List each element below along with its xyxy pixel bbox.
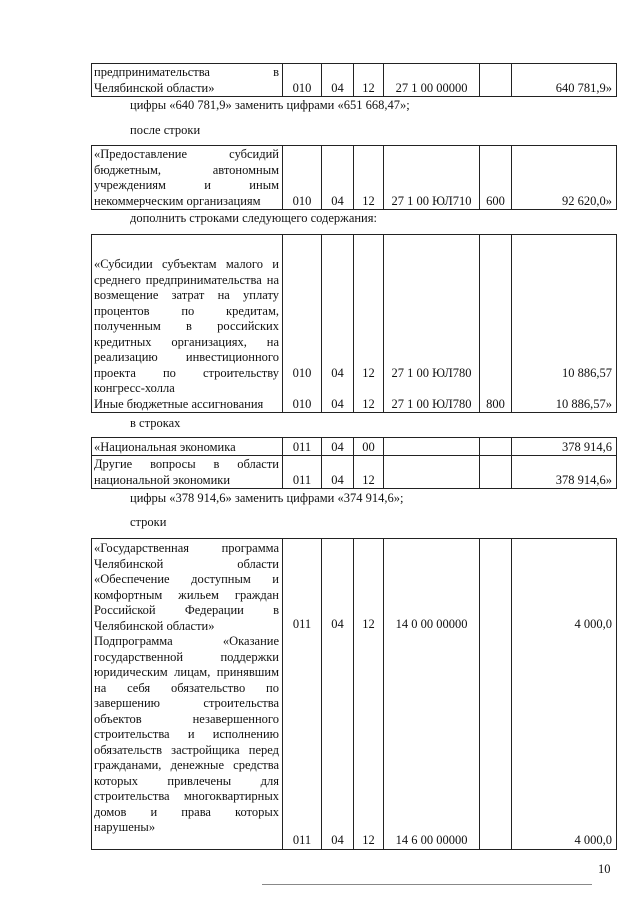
footer-divider <box>262 884 592 885</box>
table-row <box>92 438 617 456</box>
instruction-text: цифры «640 781,9» заменить цифрами «651 668,47»; <box>130 98 410 112</box>
code-cell: 010 <box>292 366 312 380</box>
instruction-text: строки <box>130 515 167 529</box>
section-cell: 04 <box>331 366 344 380</box>
subsection-cell: 12 <box>362 617 375 631</box>
expense-type-cell <box>481 617 510 632</box>
table-row <box>92 64 617 97</box>
section-cell: 04 <box>331 617 344 631</box>
amount-cell: 10 886,57 <box>562 366 612 380</box>
subsection-cell: 12 <box>362 396 375 411</box>
section-cell: 04 <box>331 396 344 411</box>
section-cell: 04 <box>331 832 344 847</box>
target-article-cell: 14 6 00 00000 <box>395 832 468 847</box>
target-article-cell: 27 1 00 ЮЛ710 <box>384 146 480 210</box>
code-cell: 011 <box>283 456 322 489</box>
expense-type-cell <box>481 833 510 848</box>
target-article-cell: 14 0 00 00000 <box>395 617 468 631</box>
code-cell: 011 <box>292 617 312 631</box>
amount-cell: 10 886,57» <box>555 396 612 411</box>
table-row <box>92 146 617 210</box>
instruction-text: цифры «378 914,6» заменить цифрами «374 914,6»; <box>130 491 404 505</box>
page-number: 10 <box>598 862 611 876</box>
table-row <box>92 539 617 850</box>
subsection-cell: 12 <box>354 146 384 210</box>
subsection-cell: 00 <box>354 438 384 456</box>
amount-cell: 92 620,0» <box>512 146 617 210</box>
row-description: «Национальная экономика <box>92 438 283 456</box>
target-article-cell <box>384 456 480 489</box>
table-4 <box>91 437 617 489</box>
instruction-text: дополнить строками следующего содержания: <box>130 211 377 225</box>
amount-cell: 378 914,6 <box>512 438 617 456</box>
instruction-text: после строки <box>130 123 201 137</box>
row-description: Подпрограмма «Оказание государственной поддержки юридическим лицам, принявшим на себя обязательство по завершению строительства объектов незавершенного строительства и исполнению обязательств застройщика перед гражданами, денежные средства которых привлечены для строительства многоквартирных домов и права которых нарушены» <box>94 634 279 834</box>
table-row <box>92 456 617 489</box>
expense-type-cell: 600 <box>480 146 512 210</box>
code-cell: 010 <box>283 64 322 97</box>
target-article-cell <box>384 438 480 456</box>
section-cell: 04 <box>322 64 354 97</box>
amount-cell: 4 000,0 <box>574 617 612 631</box>
row-description: «Субсидии субъектам малого и среднего предпринимательства на возмещение затрат на уплату процентов по кредитам, полученным в российских кредитных организациях, на реализацию инвестиционного проекта по строительству конгресс-холла <box>94 257 279 395</box>
table-5 <box>91 538 617 850</box>
section-cell: 04 <box>322 438 354 456</box>
table-row <box>92 235 617 413</box>
table-2 <box>91 145 617 210</box>
subsection-cell: 12 <box>354 456 384 489</box>
amount-cell: 4 000,0 <box>574 832 612 847</box>
section-cell: 04 <box>322 146 354 210</box>
table-3 <box>91 234 617 413</box>
row-description: Иные бюджетные ассигнования <box>94 396 264 411</box>
amount-cell: 378 914,6» <box>512 456 617 489</box>
row-description: предпринимательства в Челябинской области» <box>92 64 283 97</box>
code-cell: 011 <box>283 438 322 456</box>
code-cell: 010 <box>292 396 312 411</box>
row-description: Другие вопросы в области национальной экономики <box>92 456 283 489</box>
row-description: «Государственная программа Челябинской области «Обеспечение доступным и комфортным жильем граждан Российской Федерации в Челябинской области» <box>94 541 279 633</box>
expense-type-cell <box>480 438 512 456</box>
amount-cell: 640 781,9» <box>512 64 617 97</box>
subsection-cell: 12 <box>362 832 375 847</box>
expense-type-cell <box>481 367 510 382</box>
subsection-cell: 12 <box>362 366 375 380</box>
expense-type-cell <box>480 64 512 97</box>
code-cell: 010 <box>283 146 322 210</box>
expense-type-cell <box>480 456 512 489</box>
table-1 <box>91 63 617 97</box>
section-cell: 04 <box>322 456 354 489</box>
row-description: «Предоставление субсидий бюджетным, автономным учреждениям и иным некоммерческим организациям <box>92 146 283 210</box>
code-cell: 011 <box>292 832 312 847</box>
target-article-cell: 27 1 00 ЮЛ780 <box>391 396 472 411</box>
target-article-cell: 27 1 00 ЮЛ780 <box>391 366 472 380</box>
expense-type-cell: 800 <box>486 396 505 411</box>
target-article-cell: 27 1 00 00000 <box>384 64 480 97</box>
subsection-cell: 12 <box>354 64 384 97</box>
instruction-text: в строках <box>130 416 181 430</box>
